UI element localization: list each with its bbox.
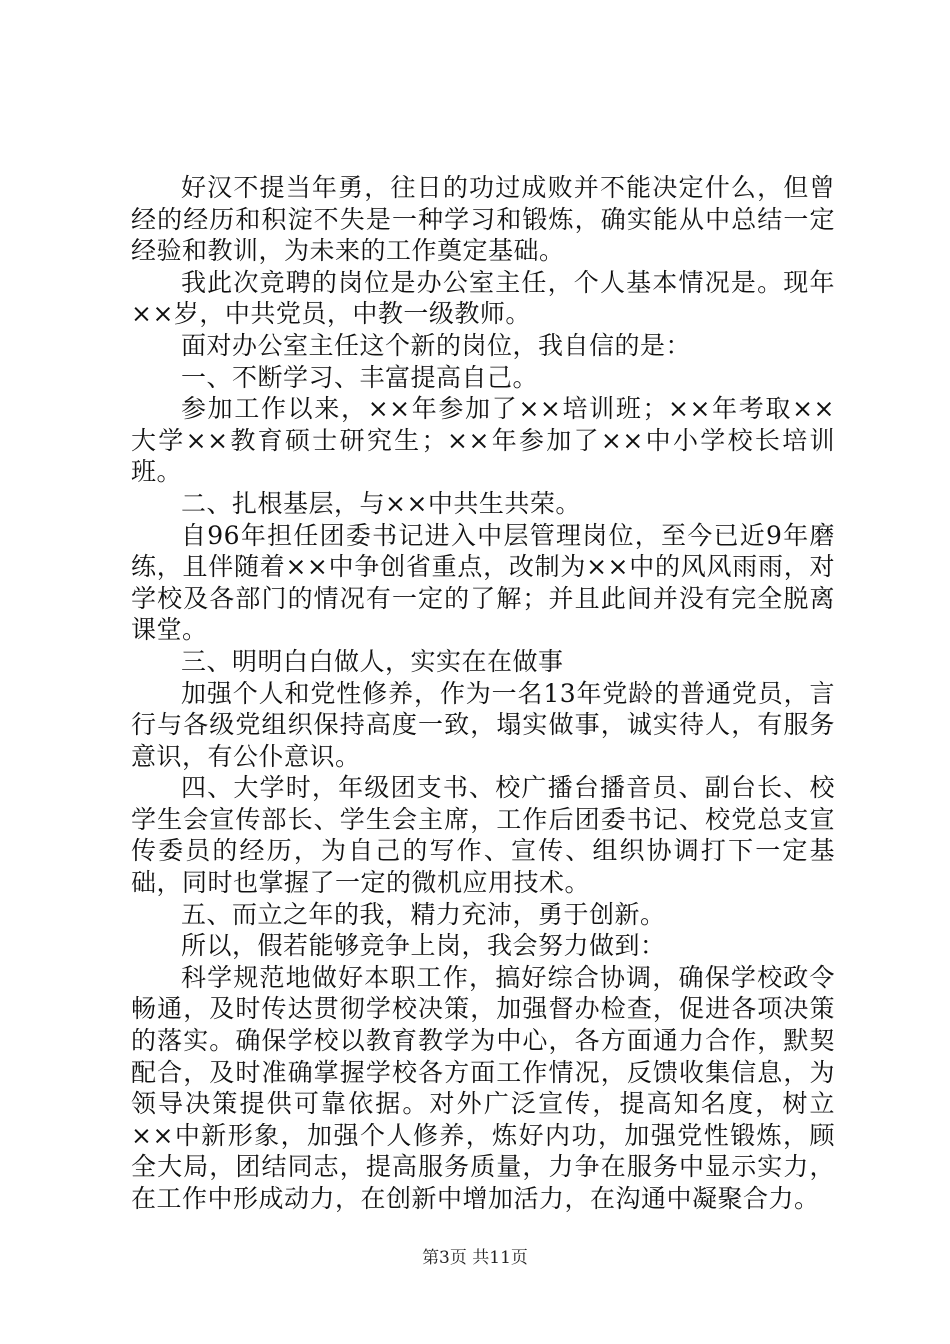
document-body bbox=[131, 172, 835, 1215]
section-heading: 三、明明白白做人，实实在在做事 bbox=[181, 646, 564, 676]
paragraph: 加强个人和党性修养，作为一名13年党龄的普通党员，言行与各级党组织保持高度一致，塌实做事，诚实待人，有服务意识，有公仆意识。 bbox=[131, 678, 835, 771]
paragraph: 面对办公室主任这个新的岗位，我自信的是： bbox=[181, 330, 692, 360]
section-heading: 五、而立之年的我，精力充沛，勇于创新。 bbox=[181, 899, 666, 929]
paragraph: 我此次竞聘的岗位是办公室主任，个人基本情况是。现年××岁，中共党员，中教一级教师。 bbox=[131, 267, 835, 329]
section-heading: 一、不断学习、丰富提高自己。 bbox=[181, 362, 539, 392]
paragraph: 四、大学时，年级团支书、校广播台播音员、副台长、校学生会宣传部长、学生会主席，工作后团委书记、校党总支宣传委员的经历，为自己的写作、宣传、组织协调打下一定基础，同时也掌握了一定的微机应用技术。 bbox=[131, 773, 835, 898]
paragraph: 所以，假若能够竞争上岗，我会努力做到： bbox=[181, 931, 666, 961]
section-heading: 二、扎根基层，与××中共生共荣。 bbox=[181, 488, 581, 518]
page-number: 第3页 共11页 bbox=[422, 1248, 528, 1268]
paragraph: 好汉不提当年勇，往日的功过成败并不能决定什么，但曾经的经历和积淀不失是一种学习和锻炼，确实能从中总结一定经验和教训，为未来的工作奠定基础。 bbox=[131, 173, 835, 266]
paragraph: 科学规范地做好本职工作，搞好综合协调，确保学校政令畅通，及时传达贯彻学校决策，加强督办检查，促进各项决策的落实。确保学校以教育教学为中心，各方面通力合作，默契配合，及时准确掌握学校各方面工作情况，反馈收集信息，为领导决策提供可靠依据。对外广泛宣传，提高知名度，树立××中新形象，加强个人修养，炼好内功，加强党性锻炼，顾全大局，团结同志，提高服务质量，力争在服务中显示实力，在工作中形成动力，在创新中增加活力，在沟通中凝聚合力。 bbox=[131, 962, 835, 1213]
paragraph: 自96年担任团委书记进入中层管理岗位，至今已近9年磨练，且伴随着××中争创省重点，改制为××中的风风雨雨，对学校及各部门的情况有一定的了解；并且此间并没有完全脱离课堂。 bbox=[131, 520, 835, 645]
paragraph: 参加工作以来，××年参加了××培训班；××年考取××大学××教育硕士研究生；××年参加了××中小学校长培训班。 bbox=[131, 394, 835, 487]
